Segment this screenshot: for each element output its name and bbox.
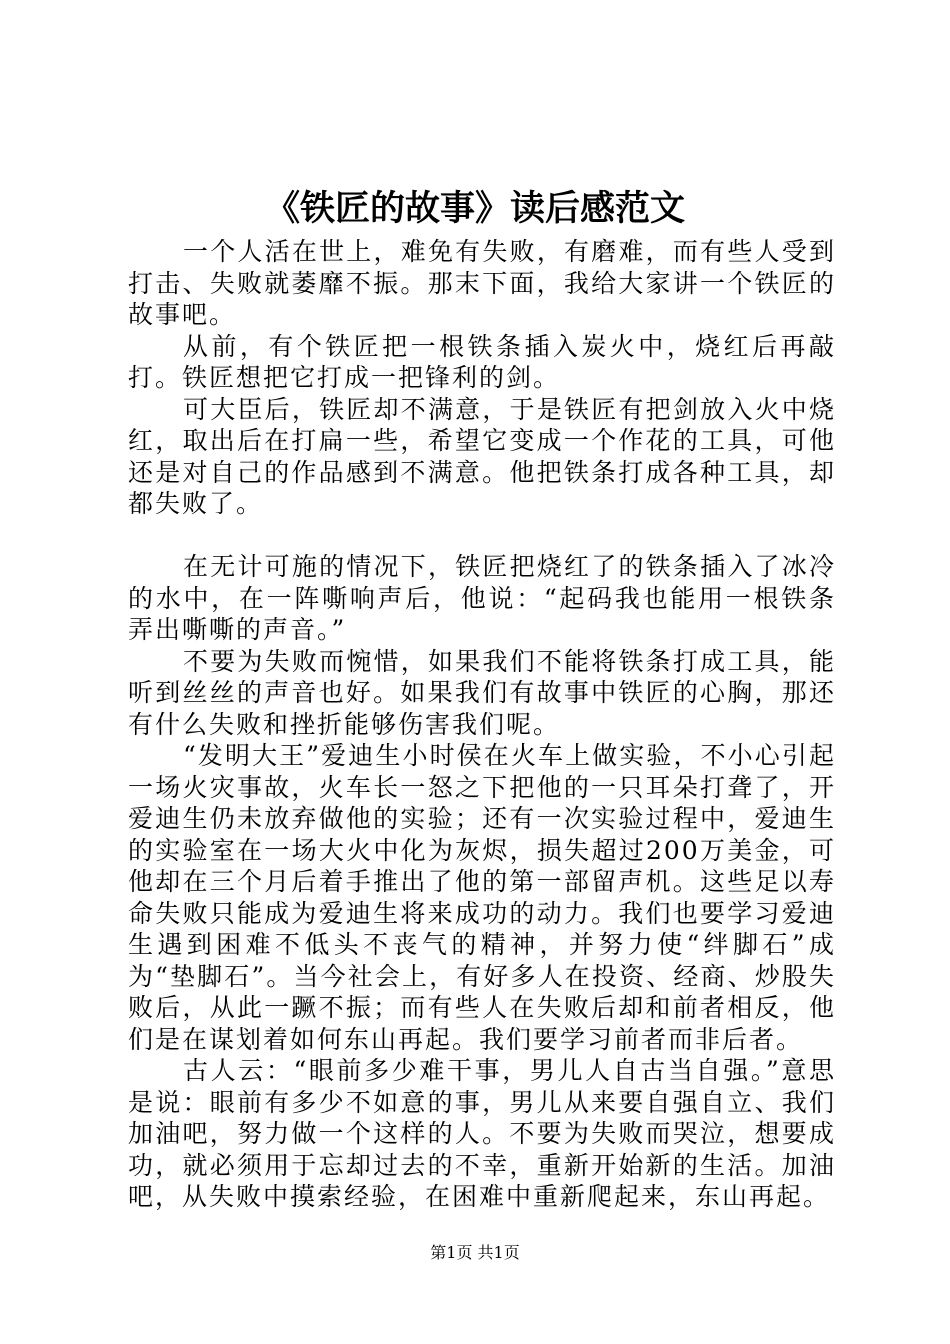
paragraph: “发明大王”爱迪生小时侯在火车上做实验，不小心引起一场火灾事故，火车长一怒之下把他的一只耳朵打聋了，开爱迪生仍未放弃做他的实验；还有一次实验过程中，爱迪生的实验室在一场大火中化为灰烬，损失超过200万美金，可他却在三个月后着手推出了他的第一部留声机。这些足以寿命失败只能成为爱迪生将来成功的动力。我们也要学习爱迪生遇到困难不低头不丧气的精神，并努力使“绊脚石”成为“垫脚石”。当今社会上，有好多人在投资、经商、炒股失败后，从此一蹶不振；而有些人在失败后却和前者相反，他们是在谋划着如何东山再起。我们要学习前者而非后者。 (128, 741, 836, 1054)
paragraph: 古人云：“眼前多少难干事，男儿人自古当自强。”意思是说：眼前有多少不如意的事，男儿从来要自强自立、我们加油吧，努力做一个这样的人。不要为失败而哭泣，想要成功，就必须用于忘却过去的不幸，重新开始新的生活。加油吧，从失败中摸索经验，在困难中重新爬起来，东山再起。 (128, 1056, 836, 1211)
blank-line (128, 520, 836, 552)
paragraph: 在无计可施的情况下，铁匠把烧红了的铁条插入了冰冷的水中，在一阵嘶响声后，他说：“起码我也能用一根铁条弄出嘶嘶的声音。” (128, 552, 836, 644)
paragraph: 可大臣后，铁匠却不满意，于是铁匠有把剑放入火中烧红，取出后在打扁一些，希望它变成一个作花的工具，可他还是对自己的作品感到不满意。他把铁条打成各种工具，却都失败了。 (128, 394, 836, 518)
paragraph: 一个人活在世上，难免有失败，有磨难，而有些人受到打击、失败就萎靡不振。那末下面，我给大家讲一个铁匠的故事吧。 (128, 237, 836, 329)
paragraph: 不要为失败而惋惜，如果我们不能将铁条打成工具，能听到丝丝的声音也好。如果我们有故事中铁匠的心胸，那还有什么失败和挫折能够伤害我们呢。 (128, 646, 836, 739)
page-footer: 第1页 共1页 (430, 1243, 520, 1262)
document-body (128, 236, 836, 1213)
document-title: 《铁匠的故事》读后感范文 (264, 188, 685, 229)
paragraph: 从前，有个铁匠把一根铁条插入炭火中，烧红后再敲打。铁匠想把它打成一把锋利的剑。 (128, 331, 836, 392)
